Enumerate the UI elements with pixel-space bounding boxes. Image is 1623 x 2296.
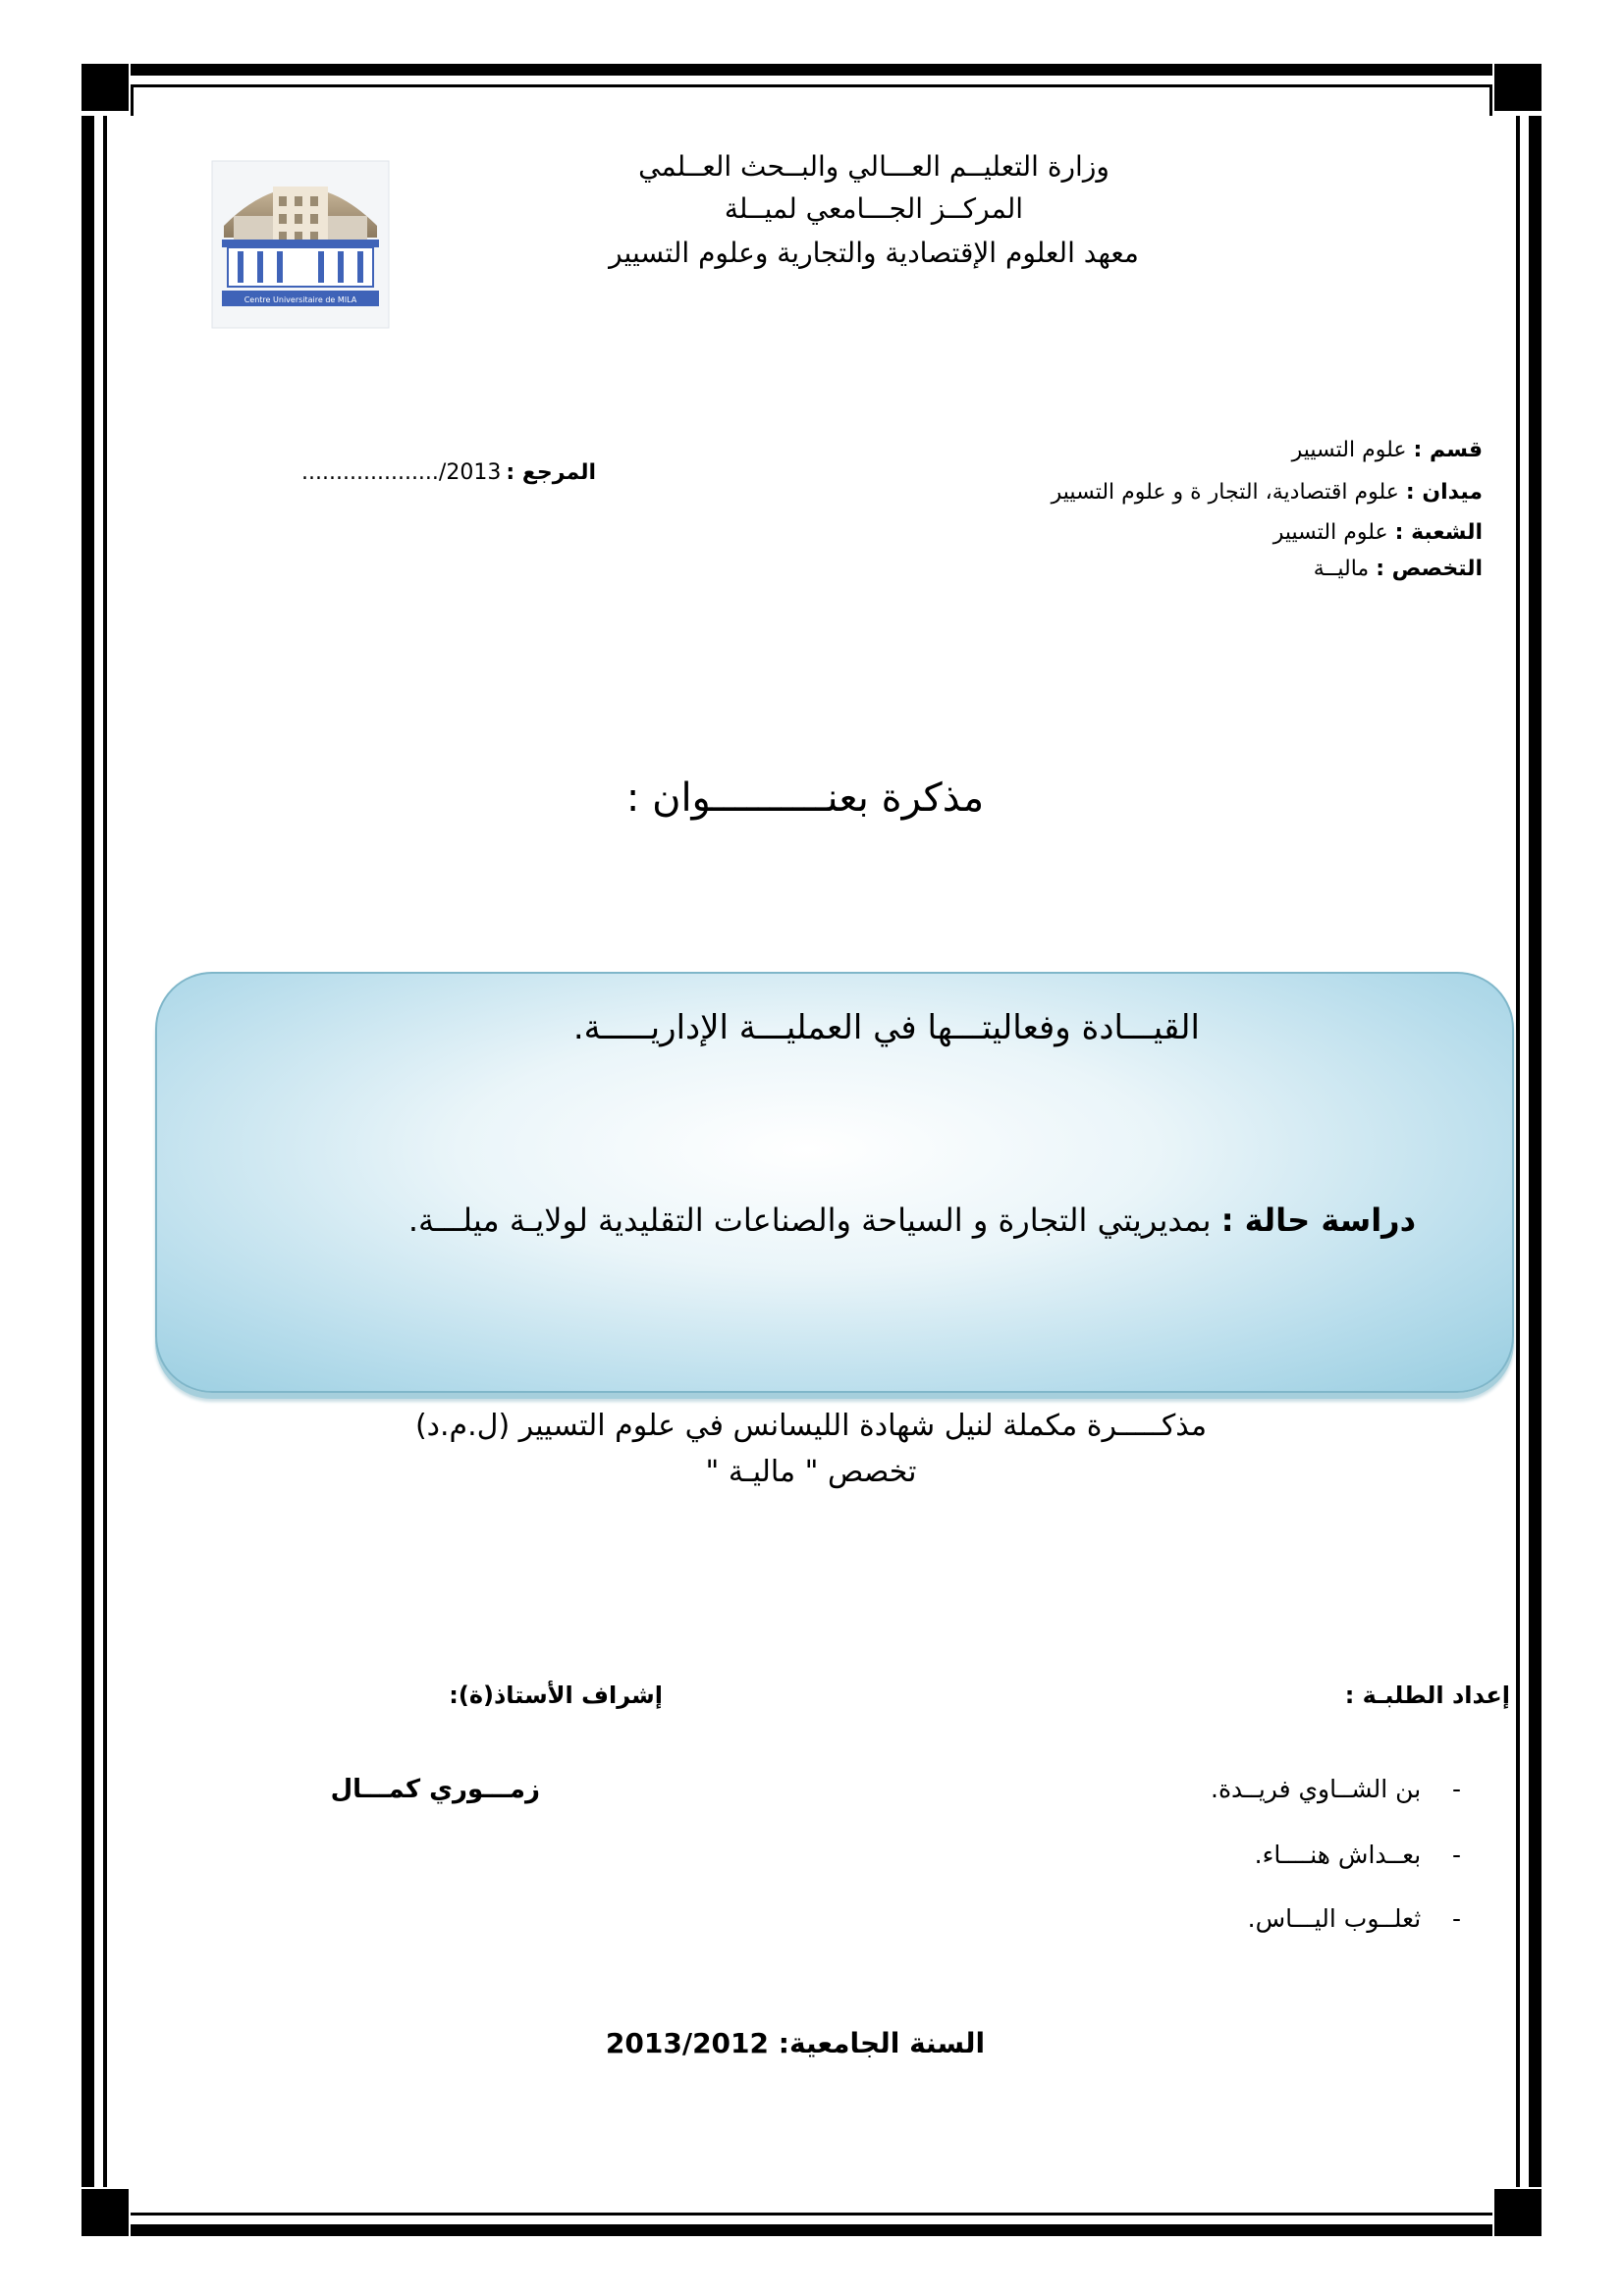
field-value: علوم اقتصادية، التجار ة و علوم التسيير bbox=[1051, 480, 1399, 505]
reference-label: المرجع : bbox=[506, 460, 596, 485]
field-row bbox=[1052, 480, 1483, 505]
page-frame-left bbox=[81, 116, 94, 2187]
supervisor-name: زمـــوري كمـــال bbox=[330, 1775, 540, 1804]
student-name: بعــداش هنــــاء. bbox=[1254, 1841, 1422, 1869]
case-study-value: بمديريتي التجارة و السياحة والصناعات التقليدية لولايـة ميلـــة. bbox=[407, 1201, 1212, 1239]
svg-text:Centre Universitaire de MILA: Centre Universitaire de MILA bbox=[243, 295, 357, 304]
reference-row bbox=[301, 460, 596, 485]
ministry-name: وزارة التعليــم العـــالي والبــحث العــلمي bbox=[638, 150, 1109, 183]
branch-label: الشعبة : bbox=[1394, 520, 1483, 545]
list-dash: - bbox=[1421, 1841, 1461, 1869]
university-building-logo-icon bbox=[204, 157, 397, 332]
student-name: ثعلــوب اليـــاس. bbox=[1247, 1904, 1422, 1933]
title-box bbox=[155, 972, 1514, 1393]
page-frame-left-rule bbox=[103, 116, 107, 2187]
page-frame-top-rule bbox=[131, 84, 1492, 87]
students-label: إعداد الطلبـة : bbox=[1344, 1682, 1510, 1709]
frame-corner-inner bbox=[131, 84, 134, 116]
branch-row bbox=[1273, 520, 1483, 545]
department-label: قسم : bbox=[1413, 438, 1483, 462]
page-frame-right bbox=[1529, 116, 1542, 2187]
field-label: ميدان : bbox=[1405, 480, 1483, 505]
university-center-name: المركــز الجـــامعي لميــلة bbox=[724, 192, 1024, 225]
branch-value: علوم التسيير bbox=[1272, 520, 1388, 545]
supervisor-label: إشراف الأستاذ(ة): bbox=[449, 1682, 663, 1709]
specialty-value: ماليــة bbox=[1313, 557, 1370, 581]
frame-corner-inner bbox=[1489, 84, 1492, 116]
list-dash: - bbox=[1421, 1904, 1461, 1933]
academic-year: السنة الجامعية: 2013/2012 bbox=[605, 2027, 986, 2059]
student-item bbox=[1211, 1775, 1461, 1803]
specialty-statement: تخصص " ماليـة " bbox=[705, 1455, 917, 1489]
specialty-label: التخصص : bbox=[1376, 557, 1483, 581]
reference-value: 2013/.................... bbox=[301, 460, 502, 485]
frame-corner-top-right bbox=[1494, 64, 1542, 111]
frame-corner-bottom-left bbox=[81, 2189, 129, 2236]
memo-title: القيـــادة وفعاليتـــها في العمليـــة الإداريـــــة. bbox=[572, 1008, 1200, 1047]
student-item bbox=[1255, 1841, 1461, 1869]
student-item bbox=[1248, 1904, 1461, 1933]
memo-heading: مذكرة بعنــــــــــوان : bbox=[625, 775, 985, 821]
department-row bbox=[1292, 438, 1483, 462]
degree-statement: مذكـــــرة مكملة لنيل شهادة الليسانس في علوم التسيير (ل.م.د) bbox=[414, 1409, 1208, 1443]
department-value: علوم التسيير bbox=[1291, 438, 1407, 462]
student-name: بن الشــاوي فريــدة. bbox=[1211, 1775, 1422, 1803]
list-dash: - bbox=[1421, 1775, 1461, 1803]
specialty-row bbox=[1314, 557, 1483, 581]
page-frame-right-rule bbox=[1516, 116, 1520, 2187]
institute-name: معهد العلوم الإقتصادية والتجارية وعلوم التسيير bbox=[609, 237, 1139, 269]
case-study-label: دراسة حالة : bbox=[1220, 1201, 1416, 1239]
frame-corner-top-left bbox=[81, 64, 129, 111]
frame-corner-bottom-right bbox=[1494, 2189, 1542, 2236]
case-study-row bbox=[408, 1201, 1416, 1239]
page-frame-bottom-rule bbox=[131, 2213, 1492, 2216]
